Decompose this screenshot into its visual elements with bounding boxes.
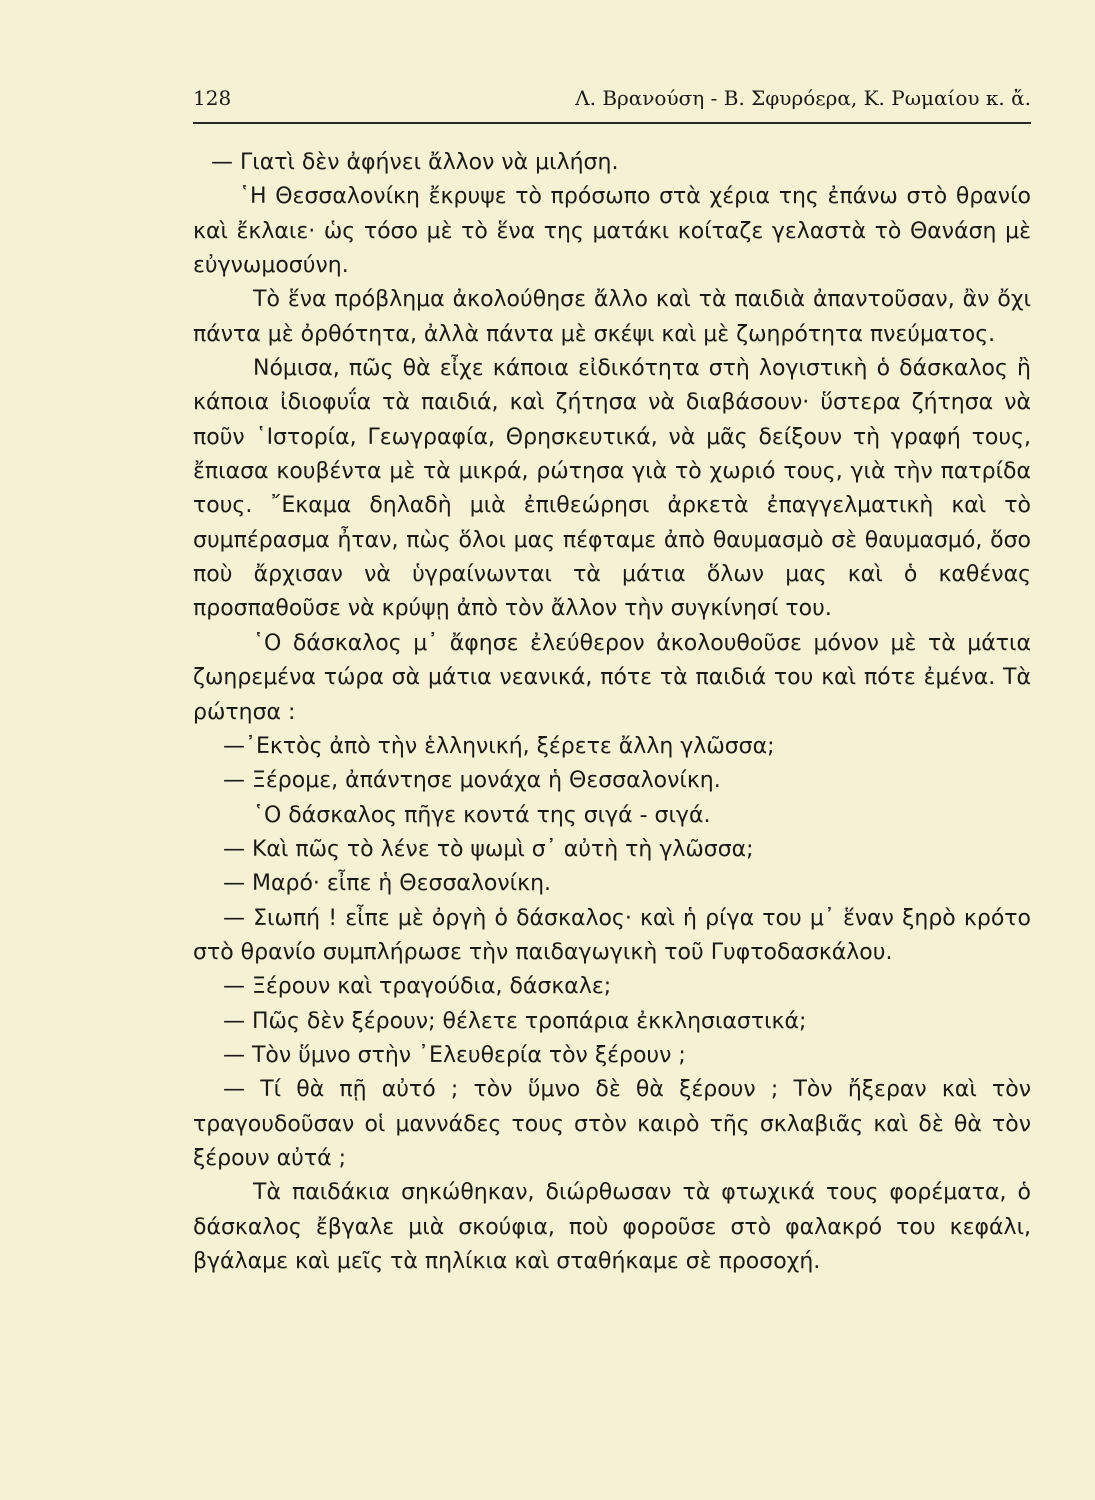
paragraph: — Τὸν ὕμνο στὴν ᾽Ελευθερία τὸν ξέρουν ; [223, 1042, 686, 1068]
paragraph: — Τί θὰ πῇ αὐτό ; τὸν ὕμνο δὲ θὰ ξέρουν ; Τὸν ἤξεραν καὶ τὸν τραγουδοῦσαν οἱ μαννάδες τους στὸν καιρὸ τῆς σκλαβιᾶς καὶ δὲ θὰ τὸν ξέρουν αὐτά ; [193, 1077, 1031, 1171]
paragraph: Τὸ ἕνα πρόβλημα ἀκολούθησε ἄλλο καὶ τὰ παιδιὰ ἀπαντοῦσαν, ἂν ὄχι πάντα μὲ ὀρθότητα, ἀλλὰ πάντα μὲ σκέψι καὶ μὲ ζωηρότητα πνεύματος. [193, 287, 1031, 347]
paragraph: — Γιατὶ δὲν ἀφήνει ἄλλον νὰ μιλήση. [211, 150, 619, 175]
paragraph: — Ξέρομε, ἀπάντησε μονάχα ἡ Θεσσαλονίκη. [223, 768, 721, 794]
paragraph: ῾Ο δάσκαλος μ᾽ ἄφησε ἐλεύθερον ἀκολουθοῦσε μόνον μὲ τὰ μάτια ζωηρεμένα τώρα σὰ μάτια νεανικά, πότε τὰ παιδιά του καὶ πότε ἐμένα. Τὰ ρώτησα : [193, 630, 1031, 725]
paragraph: ῾Ο δάσκαλος πῆγε κοντά της σιγά - σιγά. [253, 802, 711, 828]
paragraph: ῾Η Θεσσαλονίκη ἔκρυψε τὸ πρόσωπο στὰ χέρια της ἐπάνω στὸ θρανίο καὶ ἔκλαιε· ὡς τόσο μὲ τὸ ἕνα της ματάκι κοίταζε γελαστὰ τὸ Θανάση μὲ εὐγνωμοσύνη. [193, 184, 1031, 279]
paragraph: — Σιωπή ! εἶπε μὲ ὀργὴ ὁ δάσκαλος· καὶ ἡ ρίγα του μ᾽ ἕναν ξηρὸ κρότο στὸ θρανίο συμπλήρωσε τὴν παιδαγωγικὴ τοῦ Γυφτοδασκάλου. [193, 905, 1031, 965]
body-text [193, 146, 1031, 1279]
paragraph: Τὰ παιδάκια σηκώθηκαν, διώρθωσαν τὰ φτωχικά τους φορέματα, ὁ δάσκαλος ἔβγαλε μιὰ σκούφια, ποὺ φοροῦσε στὸ φαλακρό του κεφάλι, βγάλαμε καὶ μεῖς τὰ πηλίκια καὶ σταθήκαμε σὲ προσοχή. [193, 1180, 1031, 1274]
paragraph: — Ξέρουν καὶ τραγούδια, δάσκαλε; [223, 974, 612, 1000]
paragraph: — Πῶς δὲν ξέρουν; θέλετε τροπάρια ἐκκλησιαστικά; [223, 1008, 807, 1034]
running-head: Λ. Βρανούση - Β. Σφυρόερα, Κ. Ρωμαίου κ. ἄ. [575, 86, 1031, 110]
header-rule [193, 122, 1031, 124]
paragraph: — Μαρό· εἶπε ἡ Θεσσαλονίκη. [223, 871, 552, 897]
page-header [193, 86, 1031, 116]
paragraph: — Καὶ πῶς τὸ λένε τὸ ψωμὶ σ᾽ αὐτὴ τὴ γλῶσσα; [223, 836, 754, 862]
paragraph: Νόμισα, πῶς θὰ εἶχε κάποια εἰδικότητα στὴ λογιστικὴ ὁ δάσκαλος ἢ κάποια ἰδιοφυΐα τὰ παιδιά, καὶ ζήτησα νὰ διαβάσουν· ὕστερα ζήτησα νὰ ποῦν ῾Ιστορία, Γεωγραφία, Θρησκευτικά, νὰ μᾶς δείξουν τὴ γραφή τους, ἔπιασα κουβέντα μὲ τὰ μικρά, ρώτησα γιὰ τὸ χωριό τους, γιὰ τὴν πατρίδα τους. ῎Εκαμα δηλαδὴ μιὰ ἐπιθεώρησι ἀρκετὰ ἐπαγγελματικὴ καὶ τὸ συμπέρασμα ἦταν, πὼς ὅλοι μας πέφταμε ἀπὸ θαυμασμὸ σὲ θαυμασμό, ὅσο ποὺ ἄρχισαν νὰ ὑγραίνωνται τὰ μάτια ὅλων μας καὶ ὁ καθένας προσπαθοῦσε νὰ κρύψῃ ἀπὸ τὸν ἄλλον τὴν συγκίνησί του. [193, 356, 1031, 622]
paragraph: —᾽Εκτὸς ἀπὸ τὴν ἑλληνική, ξέρετε ἄλλη γλῶσσα; [223, 733, 775, 759]
page-number: 128 [193, 86, 232, 110]
